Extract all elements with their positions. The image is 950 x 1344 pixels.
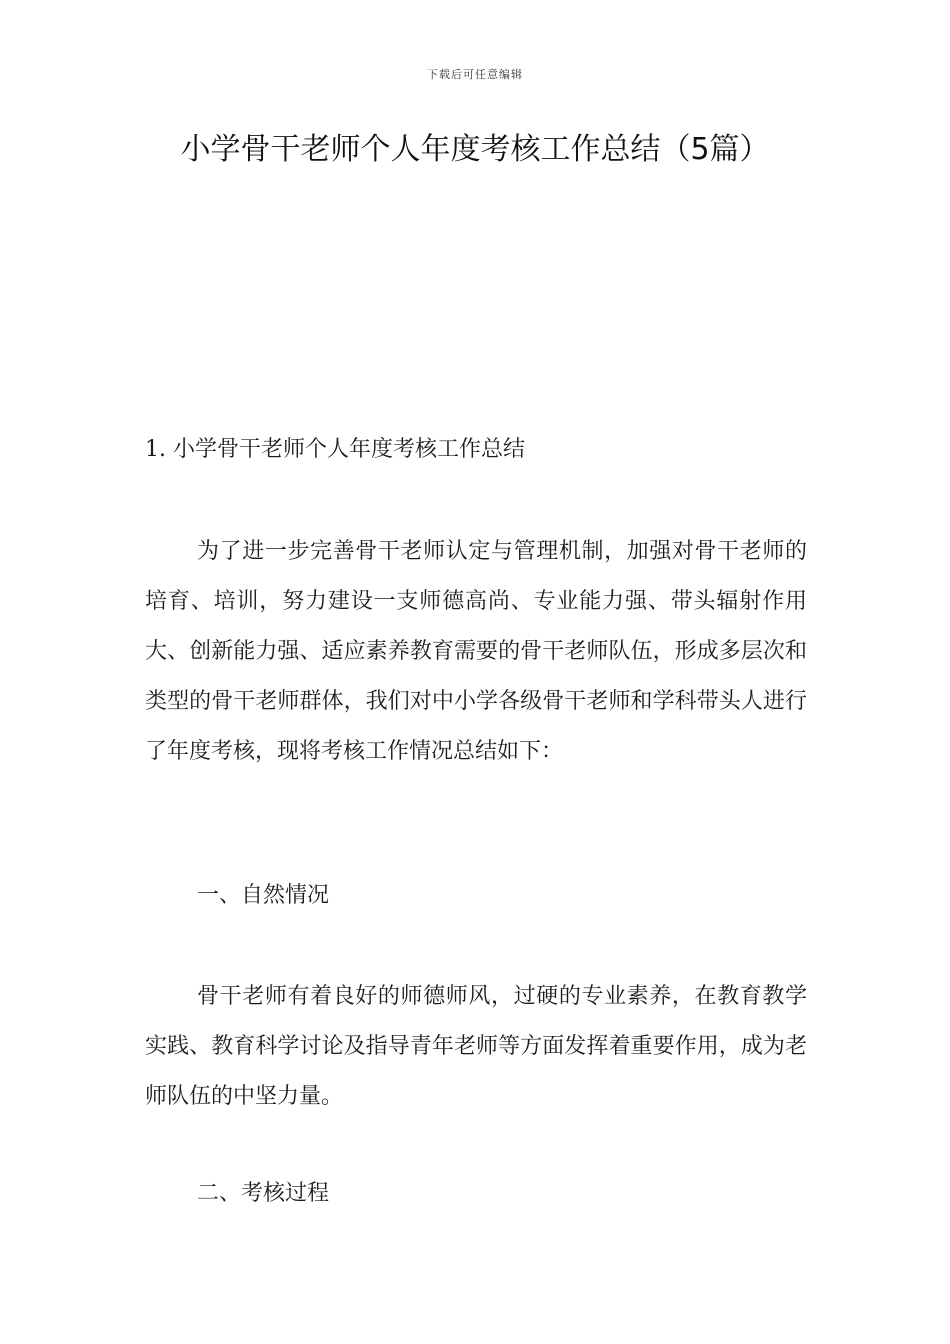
document-title: 小学骨干老师个人年度考核工作总结（5篇） bbox=[180, 132, 770, 167]
section-1-paragraph: 骨干老师有着良好的师德师风，过硬的专业素养，在教育教学实践、教育科学讨论及指导青年老师等方面发挥着重要作用，成为老师队伍的中坚力量。 bbox=[145, 984, 807, 1109]
article-subtitle: 1. 小学骨干老师个人年度考核工作总结 bbox=[145, 437, 525, 462]
section-heading-2: 二、考核过程 bbox=[197, 1181, 330, 1206]
intro-paragraph: 为了进一步完善骨干老师认定与管理机制，加强对骨干老师的培育、培训，努力建设一支师德高尚、专业能力强、带头辐射作用大、创新能力强、适应素养教育需要的骨干老师队伍，形成多层次和类型的骨干老师群体，我们对中小学各级骨干老师和学科带头人进行了年度考核，现将考核工作情况总结如下： bbox=[145, 539, 807, 764]
header-note: 下载后可任意编辑 bbox=[427, 68, 523, 81]
section-heading-1: 一、自然情况 bbox=[197, 883, 330, 908]
